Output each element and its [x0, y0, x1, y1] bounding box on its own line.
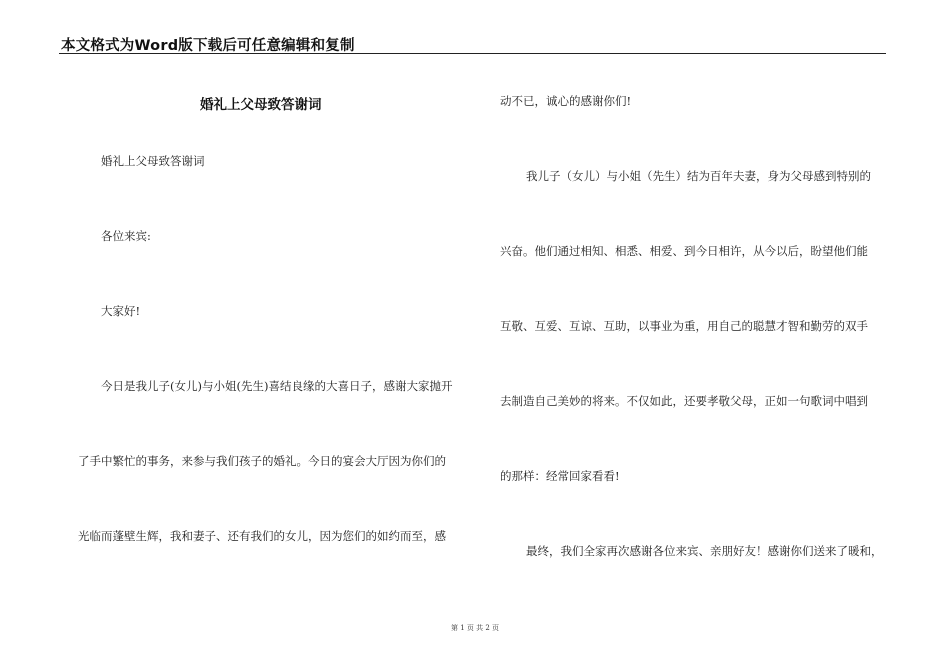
paragraph-line: 婚礼上父母致答谢词 — [101, 154, 205, 168]
document-title: 婚礼上父母致答谢词 — [200, 97, 322, 113]
document-header-title: 本文格式为Word版下载后可任意编辑和复制 — [61, 38, 355, 54]
paragraph-line: 了手中繁忙的事务，来参与我们孩子的婚礼。今日的宴会大厅因为你们的 — [78, 454, 446, 468]
paragraph-line: 光临而蓬壁生辉，我和妻子、还有我们的女儿，因为您们的如约而至，感 — [78, 529, 446, 543]
paragraph-line: 大家好! — [101, 304, 141, 318]
paragraph-line: 今日是我儿子(女儿)与小姐(先生)喜结良缘的大喜日子，感谢大家抛开 — [101, 379, 453, 393]
paragraph-line: 动不已，诚心的感谢你们! — [500, 94, 632, 108]
paragraph-line: 的那样：经常回家看看! — [500, 469, 620, 483]
header-divider — [59, 53, 886, 54]
paragraph-line: 最终，我们全家再次感谢各位来宾、亲朋好友！感谢你们送来了暖和， — [526, 544, 883, 558]
paragraph-line: 去制造自己美妙的将来。不仅如此，还要孝敬父母，正如一句歌词中唱到 — [500, 394, 868, 408]
paragraph-line: 我儿子（女儿）与小姐（先生）结为百年夫妻，身为父母感到特别的 — [526, 169, 871, 183]
paragraph-line: 各位来宾: — [101, 229, 151, 243]
paragraph-line: 互敬、互爱、互谅、互助，以事业为重，用自己的聪慧才智和勤劳的双手 — [500, 319, 868, 333]
page-footer: 第 1 页 共 2 页 — [450, 624, 500, 632]
paragraph-line: 兴奋。他们通过相知、相悉、相爱、到今日相许，从今以后，盼望他们能 — [500, 244, 868, 258]
